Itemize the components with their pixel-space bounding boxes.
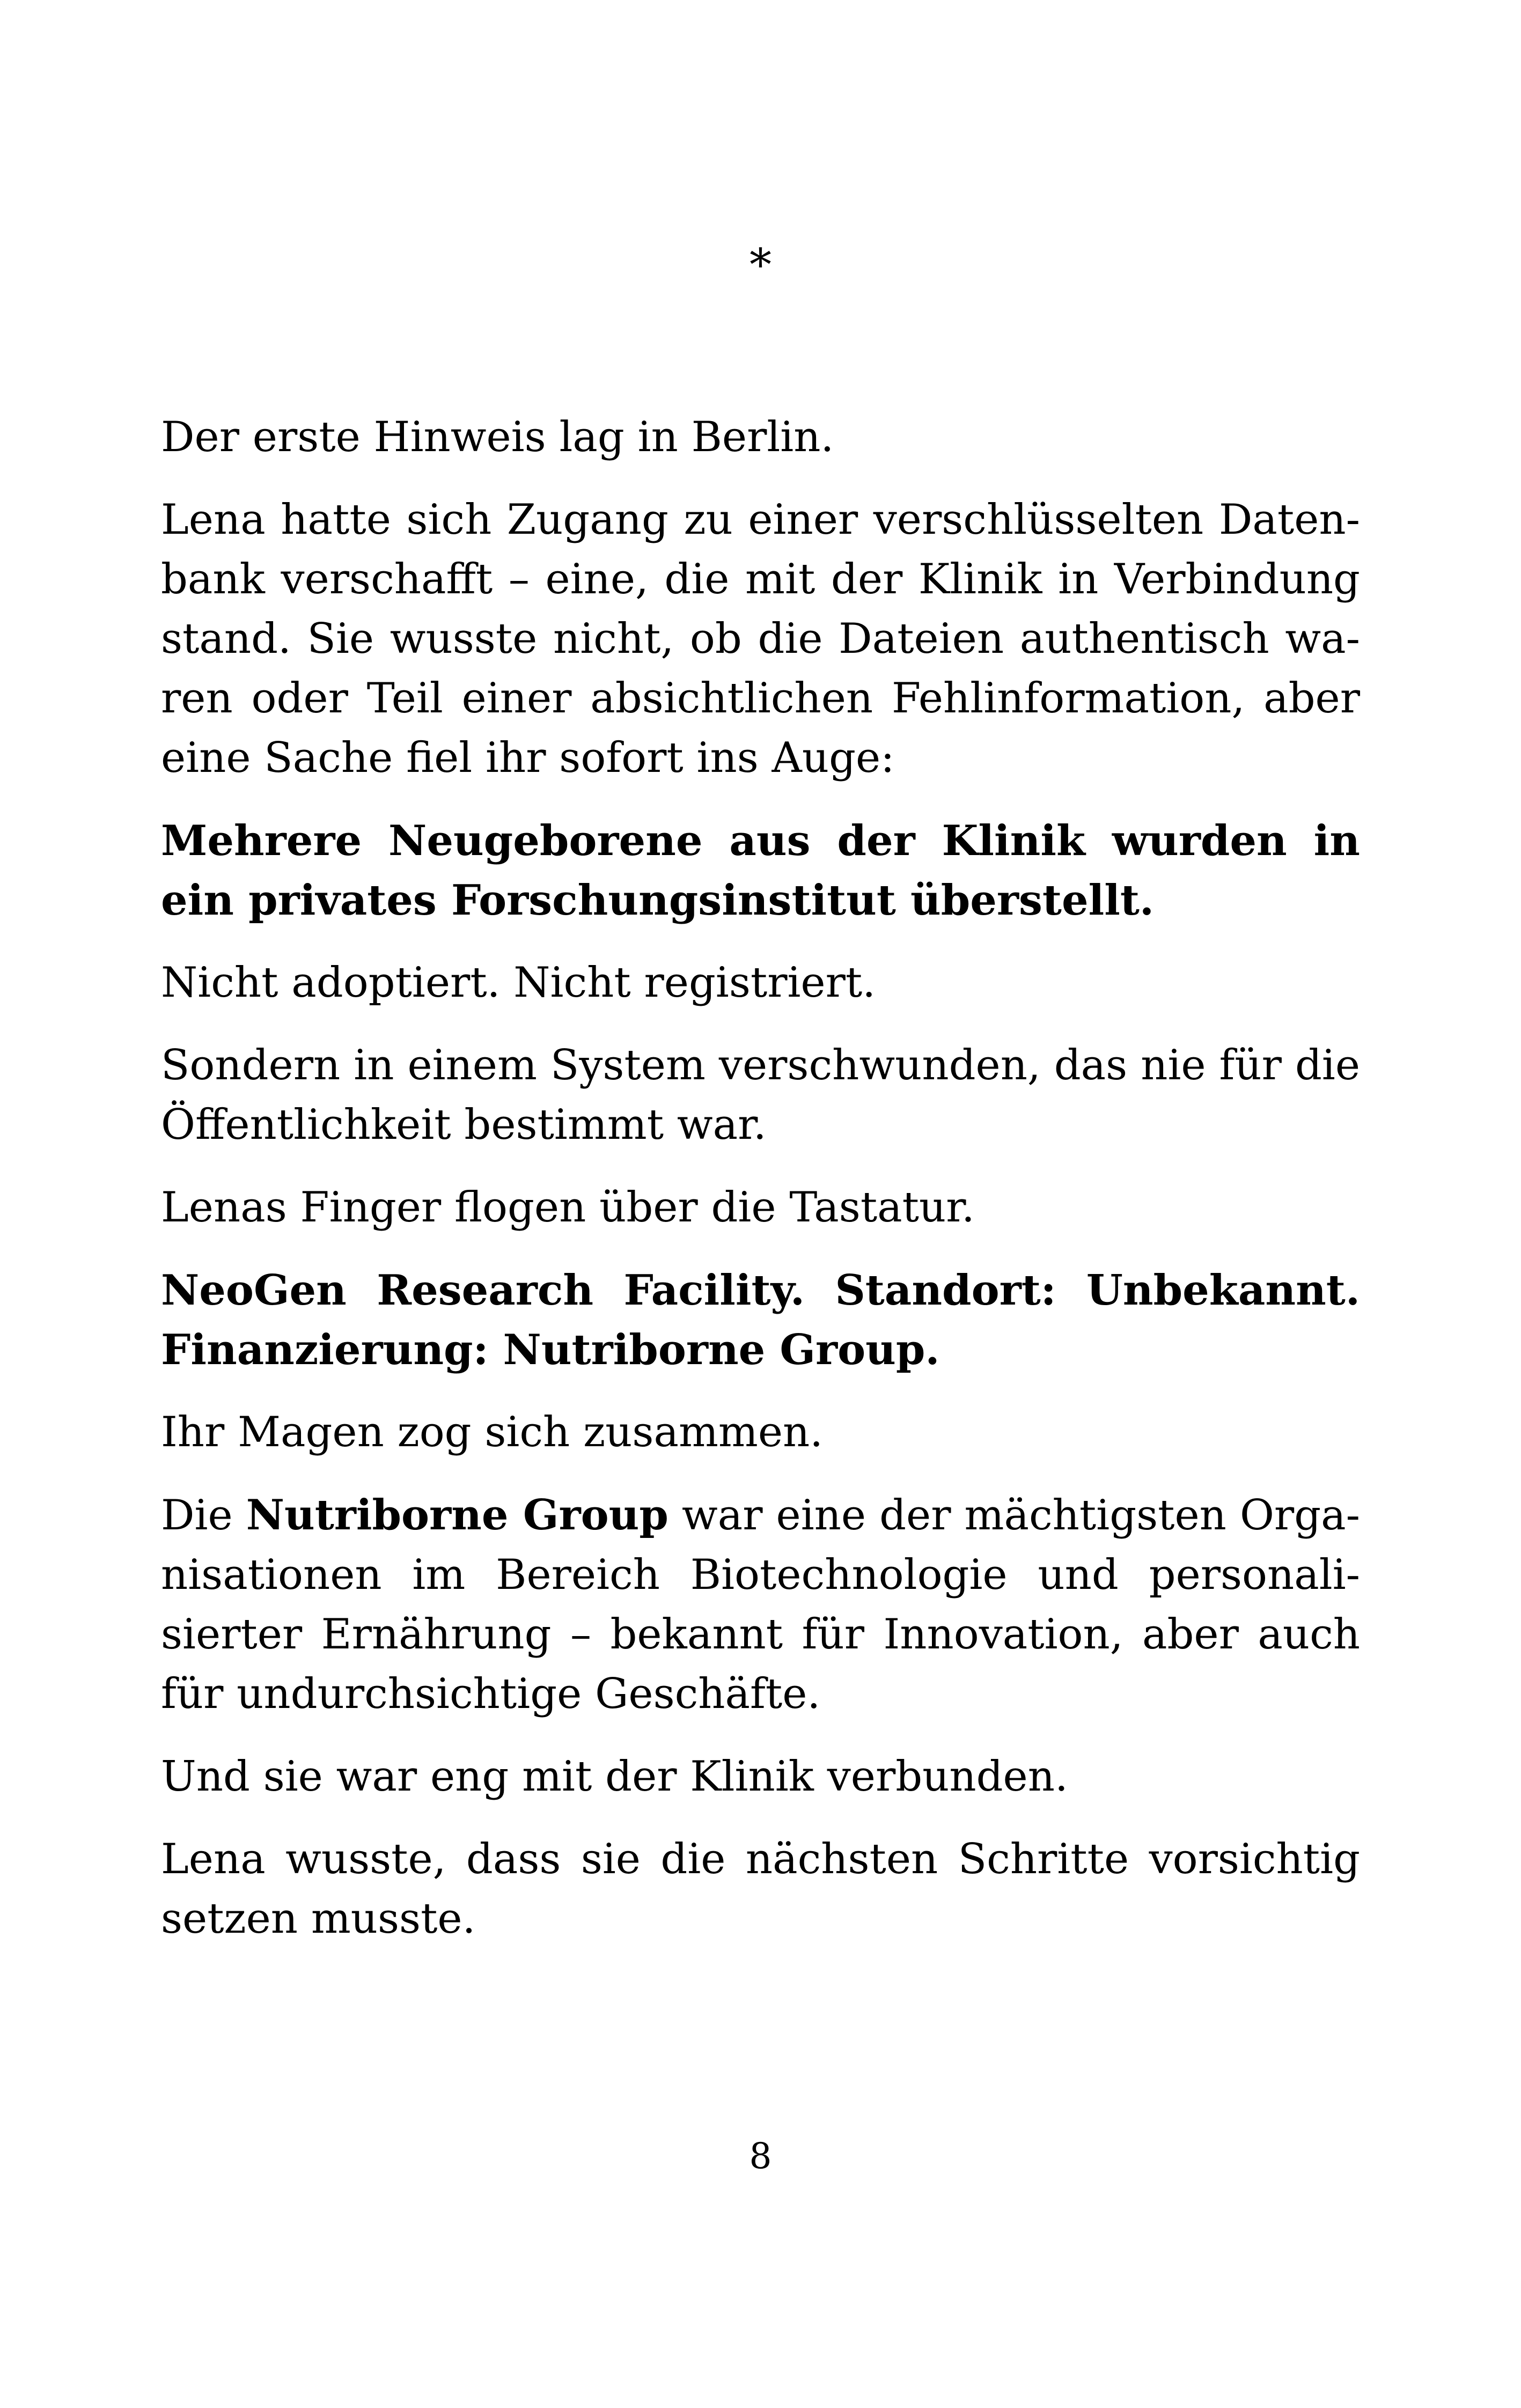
paragraph-4: Nicht adoptiert. Nicht registriert.	[161, 959, 876, 1007]
page-number: 8	[749, 2135, 772, 2177]
paragraph-8: Ihr Magen zog sich zusammen.	[161, 1408, 824, 1456]
section-separator: *	[750, 240, 771, 291]
paragraph-9	[161, 1485, 1360, 1724]
paragraph-11: Lena wusste, dass sie die nächsten Schritte vorsichtig setzen musste.	[161, 1835, 1360, 1943]
body-text	[161, 408, 1360, 1949]
paragraph-9-lead: Die	[161, 1491, 246, 1540]
paragraph-9-rest: war eine der mächtigsten Organisationen im Bereich Biotechnologie und personalisierter Ernährung – bekannt für Innovation, aber auch für undurchsichtige Geschäfte.	[161, 1491, 1360, 1718]
paragraph-7-bold: NeoGen Research Facility. Standort: Unbekannt. Finanzierung: Nutriborne Group.	[161, 1266, 1360, 1374]
paragraph-3-bold: Mehrere Neugeborene aus der Klinik wurden in ein privates Forschungsinstitut überstellt.	[161, 816, 1360, 925]
paragraph-5: Sondern in einem System verschwunden, das nie für die Öffentlichkeit bestimmt war.	[161, 1041, 1360, 1149]
company-name-bold: Nutriborne Group	[246, 1491, 668, 1540]
paragraph-2: Lena hatte sich Zugang zu einer verschlüsselten Datenbank verschafft – eine, die mit der Klinik in Verbindung stand. Sie wusste nicht, ob die Dateien authentisch waren oder Teil einer absichtlichen Fehlinformation, aber eine Sache fiel ihr sofort ins Auge:	[161, 496, 1360, 782]
paragraph-1: Der erste Hinweis lag in Berlin.	[161, 413, 834, 461]
paragraph-6: Lenas Finger flogen über die Tastatur.	[161, 1183, 975, 1232]
paragraph-10: Und sie war eng mit der Klinik verbunden.	[161, 1752, 1068, 1801]
